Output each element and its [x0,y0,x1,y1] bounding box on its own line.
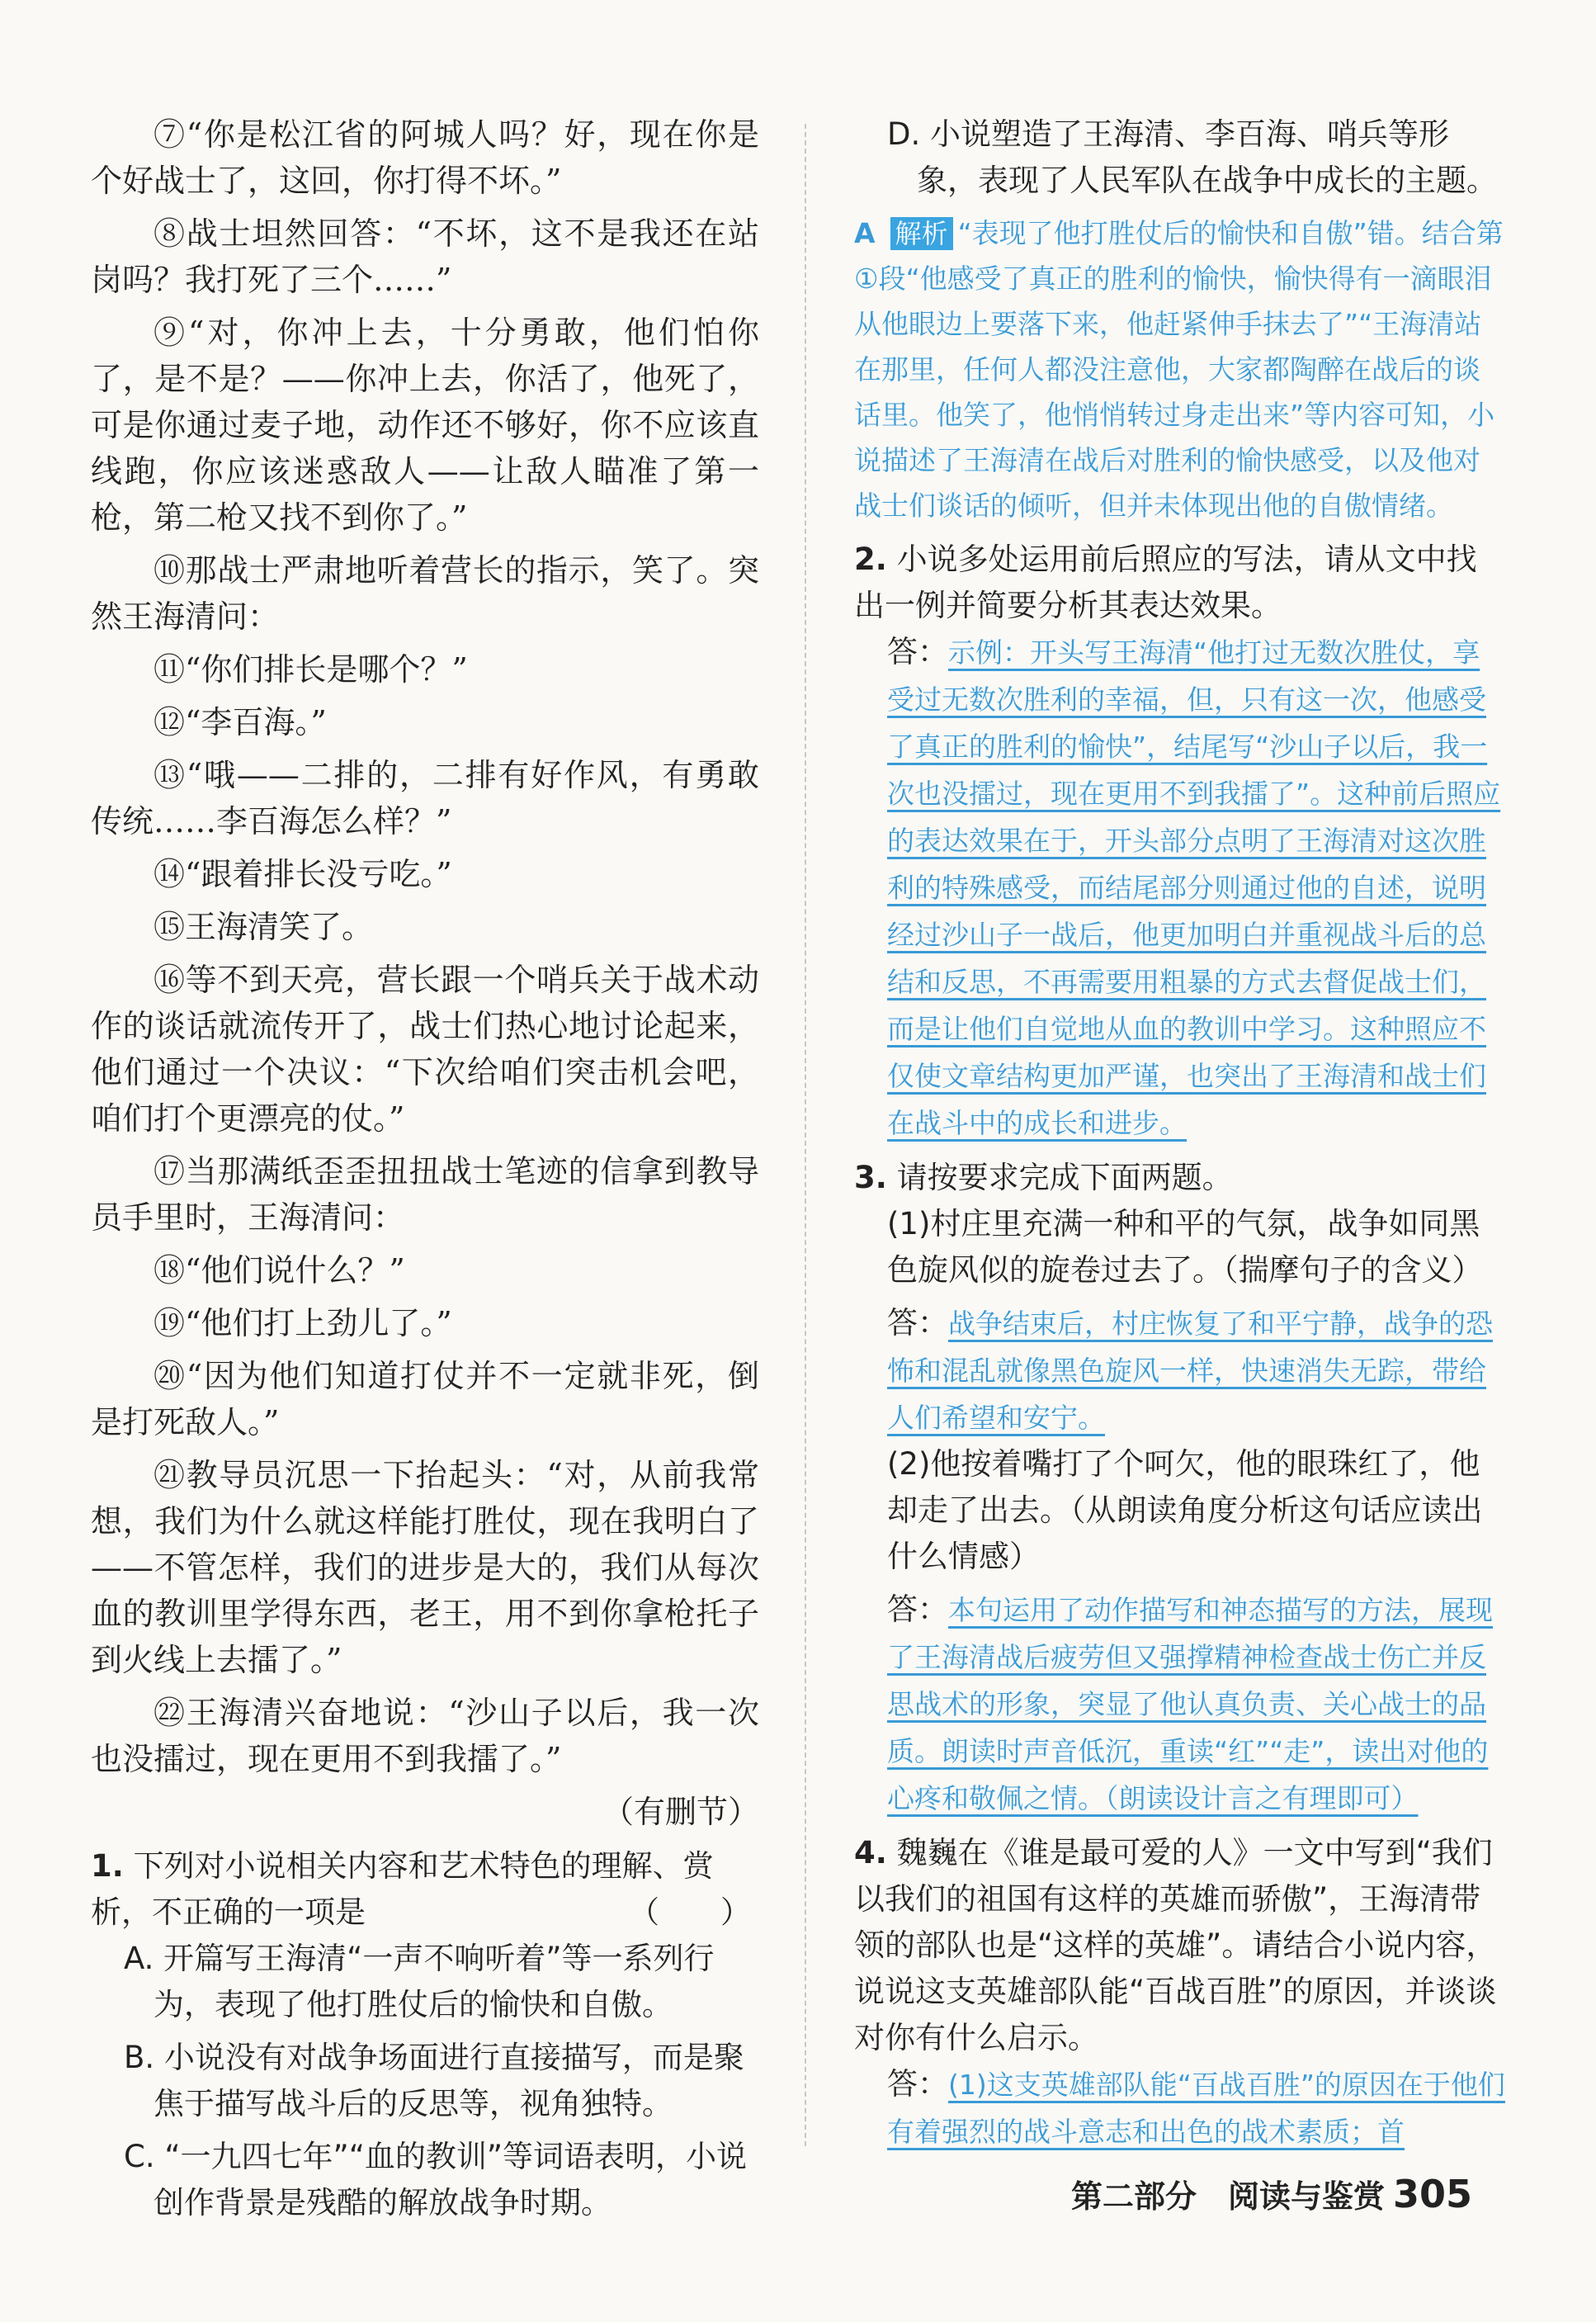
question-text: 下列对小说相关内容和艺术特色的理解、赏析，不正确的一项是 [91,1848,714,1930]
answer-text: 战争结束后，村庄恢复了和平宁静，战争的恐怖和混乱就像黑色旋风一样，快速消失无踪，带给人们希望和安宁。 [887,1308,1493,1434]
story-text [91,111,759,1782]
question-4 [854,1830,1506,2061]
question-number: 1. [91,1848,124,1884]
option-c: C. “一九四七年”“血的教训”等词语表明，小说创作背景是残酷的解放战争时期。 [124,2139,748,2220]
q1-answer-letter: A [854,217,876,249]
question-text: 小说多处运用前后照应的写法，请从文中找出一例并简要分析其表达效果。 [854,541,1477,623]
answer-label: 答： [887,634,948,669]
story-paragraph: ⑲“他们打上劲儿了。” [153,1305,452,1341]
story-paragraph: ⑩那战士严肃地听着营长的指示，笑了。突然王海清问： [91,552,759,635]
q4-answer [854,2061,1506,2155]
story-paragraph: ㉑教导员沉思一下抬起头：“对，从前我常想，我们为什么就这样能打胜仗，现在我明白了——不管怎样，我们的进步是大的，我们从每次血的教训里学得东西，老王，用不到你拿枪托子到火线上去擂了。” [91,1457,759,1678]
section-title: 第二部分 阅读与鉴赏 [1070,2178,1385,2215]
story-paragraph: ⑪“你们排长是哪个？” [153,651,468,688]
question-1 [91,1843,759,1936]
answer-label: 答： [887,1591,948,1627]
question-number: 3. [854,1160,887,1195]
q3-sub-2: (2)他按着嘴打了个呵欠，他的眼珠红了，他却走了出去。（从朗读角度分析这句话应读出什么情感） [887,1446,1483,1574]
question-3 [854,1155,1506,1201]
left-column [91,111,759,2233]
story-paragraph: ⑧战士坦然回答：“不坏，这不是我还在站岗吗？我打死了三个……” [91,215,759,298]
question-2 [854,537,1506,629]
story-paragraph: ⑬“哦——二排的，二排有好作风，有勇敢传统……李百海怎么样？” [91,757,759,839]
analysis-text: “表现了他打胜仗后的愉快和自傲”错。结合第①段“他感受了真正的胜利的愉快，愉快得有一滴眼泪从他眼边上要落下来，他赶紧伸手抹去了”“王海清站在那里，任何人都没注意他，大家都陶醉在战后的谈话里。他笑了，他悄悄转过身走出来”等内容可知，小说描述了王海清在战后对胜利的愉快感受，以及他对战士们谈话的倾听，但并未体现出他的自傲情绪。 [854,217,1504,522]
answer-text: (1)这支英雄部队能“百战百胜”的原因在于他们有着强烈的战斗意志和出色的战术素质；首 [887,2069,1505,2148]
answer-label: 答： [887,1305,948,1341]
page-number: 305 [1392,2172,1472,2216]
q2-answer [854,629,1506,1147]
story-paragraph: ⑱“他们说什么？” [153,1252,405,1289]
option-b: B. 小说没有对战争场面进行直接描写，而是聚焦于描写战斗后的反思等，视角独特。 [124,2040,744,2121]
question-text: 魏巍在《谁是最可爱的人》一文中写到“我们以我们的祖国有这样的英雄而骄傲”，王海清带领的部队也是“这样的英雄”。请结合小说内容，说说这支英雄部队能“百战百胜”的原因，并谈谈对你有什么启示。 [854,1835,1497,2055]
right-column [854,111,1506,2155]
story-paragraph: ⑨“对，你冲上去，十分勇敢，他们怕你了，是不是？——你冲上去，你活了，他死了，可是你通过麦子地，动作还不够好，你不应该直线跑，你应该迷惑敌人——让敌人瞄准了第一枪，第二枪又找不到你了。” [91,314,759,536]
q3-answer-1 [854,1300,1506,1441]
answer-text: 本句运用了动作描写和神态描写的方法，展现了王海清战后疲劳但又强撑精神检查战士伤亡并反思战术的形象，突显了他认真负责、关心战士的品质。朗读时声音低沉，重读“红”“走”，读出对他的心疼和敬佩之情。（朗读设计言之有理即可） [887,1594,1493,1814]
story-paragraph: ⑫“李百海。” [153,704,327,740]
option-a: A. 开篇写王海清“一声不响听着”等一系列行为，表现了他打胜仗后的愉快和自傲。 [124,1941,715,2022]
q3-sub-1: (1)村庄里充满一种和平的气氛，战争如同黑色旋风似的旋卷过去了。（揣摩句子的含义） [887,1206,1483,1288]
answer-text: 示例：开头写王海清“他打过无数次胜仗，享受过无数次胜利的幸福，但，只有这一次，他感受了真正的胜利的愉快”，结尾写“沙山子以后，我一次也没擂过，现在更用不到我擂了”。这种前后照应的表达效果在于，开头部分点明了王海清对这次胜利的特殊感受，而结尾部分则通过他的自述，说明经过沙山子一战后，他更加明白并重视战斗后的总结和反思，不再需要用粗暴的方式去督促战士们，而是让他们自觉地从血的教训中学习。这种照应不仅使文章结构更加严谨，也突出了王海清和战士们在战斗中的成长和进步。 [887,636,1501,1139]
story-paragraph: ⑭“跟着排长没亏吃。” [153,856,452,892]
question-text: 请按要求完成下面两题。 [896,1160,1233,1195]
story-paragraph: ㉒王海清兴奋地说：“沙山子以后，我一次也没擂过，现在更用不到我擂了。” [91,1695,759,1777]
q1-analysis [854,210,1506,528]
option-d: D. 小说塑造了王海清、李百海、哨兵等形象，表现了人民军队在战争中成长的主题。 [887,116,1497,198]
story-paragraph: ⑰当那满纸歪歪扭扭战士笔迹的信拿到教导员手里时，王海清问： [91,1153,759,1236]
page-footer [1071,2171,1472,2216]
analysis-tag: 解析 [890,217,953,250]
answer-label: 答： [887,2066,948,2102]
story-paragraph: ⑳“因为他们知道打仗并不一定就非死，倒是打死敌人。” [91,1358,759,1440]
column-divider [805,124,806,2146]
q3-answer-2 [854,1587,1506,1822]
question-number: 2. [854,541,887,577]
question-number: 4. [854,1835,887,1870]
story-paragraph: ⑯等不到天亮，营长跟一个哨兵关于战术动作的谈话就流传开了，战士们热心地讨论起来，他们通过一个决议：“下次给咱们突击机会吧，咱们打个更漂亮的仗。” [91,962,759,1137]
answer-blank: （ ） [629,1894,751,1930]
story-paragraph: ⑦“你是松江省的阿城人吗？好，现在你是个好战士了，这回，你打得不坏。” [91,116,759,199]
abridged-note: （有删节） [602,1794,759,1830]
story-paragraph: ⑮王海清笑了。 [153,909,374,945]
